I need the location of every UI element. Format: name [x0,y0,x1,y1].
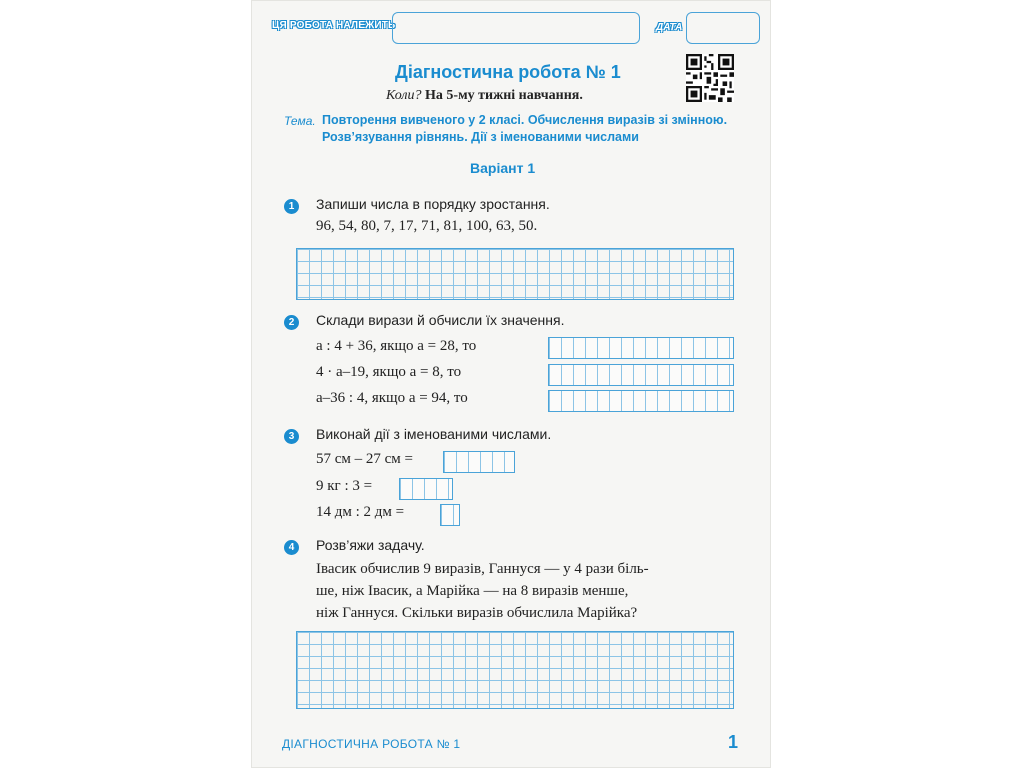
footer-label: ДІАГНОСТИЧНА РОБОТА № 1 [282,737,461,751]
task-number-badge: 1 [284,199,299,214]
timing-question: Коли? [386,88,422,103]
timing-answer: На 5-му тижні навчання. [425,88,583,103]
date-label: ДАТА [656,22,683,33]
task-2-line: 4 · a–19, якщо a = 8, то [316,364,462,380]
task-3-line: 14 дм : 2 дм = [316,504,405,520]
page-number: 1 [728,732,739,752]
task-4-text: Розв’яжи задачу. [316,537,425,553]
task-1-numbers: 96, 54, 80, 7, 17, 71, 81, 100, 63, 50. [316,218,538,234]
task-3-answer-box[interactable] [440,504,460,526]
date-field[interactable] [686,12,760,44]
task-4-problem-line: Івасик обчислив 9 виразів, Ганнуся — у 4 рази біль- [316,561,649,577]
task-number-badge: 3 [284,429,299,444]
task-2-answer-box[interactable] [548,337,734,359]
task-2-line: a : 4 + 36, якщо a = 28, то [316,338,477,354]
theme-label: Тема. [284,114,316,128]
task-4-problem-line: ше, ніж Івасик, а Марійка — на 8 виразів менше, [316,583,629,599]
task-3-text: Виконай дії з іменованими числами. [316,426,552,442]
theme-text: Повторення вивченого у 2 класі. Обчислення виразів зі змінною. Розв’язування рівнянь. Дії з іменованими числами [322,113,728,144]
variant-heading: Варіант 1 [470,160,536,176]
timing-note [386,88,583,104]
task-3-line: 57 см – 27 см = [316,451,414,467]
task-3-answer-box[interactable] [443,451,515,473]
task-number-badge: 4 [284,540,299,555]
owner-label: ЦЯ РОБОТА НАЛЕЖИТЬ [272,20,396,31]
task-1-answer-grid[interactable] [296,248,734,300]
task-4-problem-line: ніж Ганнуся. Скільки виразів обчислила Марійка? [316,605,638,621]
task-3-line: 9 кг : 3 = [316,478,373,494]
task-number-badge: 2 [284,315,299,330]
task-1-text: Запиши числа в порядку зростання. [316,196,550,212]
task-3-answer-box[interactable] [399,478,453,500]
owner-name-field[interactable] [392,12,640,44]
task-4-answer-grid[interactable] [296,631,734,709]
task-2-answer-box[interactable] [548,364,734,386]
task-2-line: a–36 : 4, якщо a = 94, то [316,390,468,406]
task-2-answer-box[interactable] [548,390,734,412]
task-2-text: Склади вирази й обчисли їх значення. [316,312,565,328]
qr-code-icon [686,54,734,102]
page-title: Діагностична робота № 1 [395,62,621,82]
